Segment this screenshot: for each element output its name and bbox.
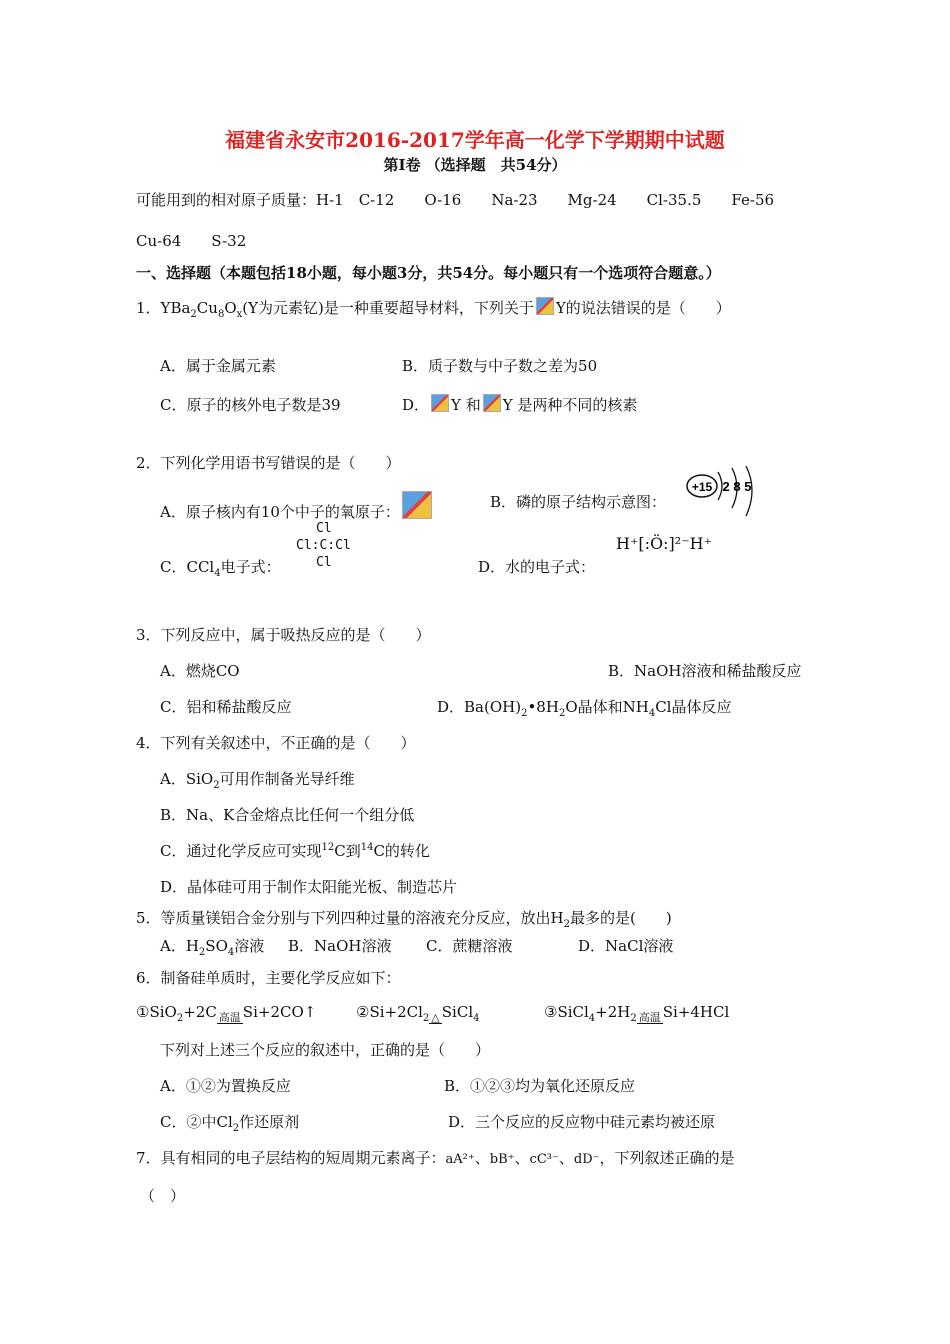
q2-option-a: A．原子核内有10个中子的氧原子： [160,491,434,522]
question-4-stem: 4．下列有关叙述中，不正确的是（ ） [136,734,416,752]
atomic-masses-line2: Cu-64 S-32 [136,232,247,250]
q2-option-c: C．CCl$_4$电子式： [160,558,281,579]
atomic-masses-line1: 可能用到的相对原子质量：H-1 C-12 O-16 Na-23 Mg-24 Cl-35.5 Fe-56 [136,191,775,209]
q3-option-d: D．$Ba(OH)_2•8H_2O$晶体和$NH_4Cl$晶体反应 [437,698,732,719]
q3-option-b: B．NaOH溶液和稀盐酸反应 [608,662,802,680]
q6-option-d: D．三个反应的反应物中硅元素均被还原 [448,1113,716,1131]
q5-option-d: D．NaCl溶液 [578,937,674,955]
ccl4-electron-formula: Cl Cl:C:Cl Cl [296,521,351,570]
q1-option-d: D． Y 和 Y 是两种不同的核素 [402,396,638,414]
phosphorus-atom-diagram [684,466,764,520]
q4-option-c: C．通过化学反应可实现$^{12}$C到$^{14}$C的转化 [160,842,430,860]
broken-image-icon [483,394,501,412]
q3-option-a: A．燃烧CO [160,662,240,680]
question-6-stem: 6．制备硅单质时，主要化学反应如下： [136,969,401,987]
q6-reaction-3: $③SiCl_4+2H_2$ 高温 Si+4HCl [544,1003,730,1024]
nucleus-label: +15 [691,480,713,494]
q6-option-c: C．②中$Cl_2$作还原剂 [160,1113,300,1134]
q4-option-b: B．Na、K合金熔点比任何一个组分低 [160,806,415,824]
q7-paren: （ ） [140,1187,186,1205]
q2-option-d: D．水的电子式： [478,558,596,576]
question-3-stem: 3．下列反应中，属于吸热反应的是（ ） [136,626,431,644]
q6-question: 下列对上述三个反应的叙述中，正确的是（ ） [160,1041,491,1059]
q1-option-a: A．属于金属元素 [160,357,276,375]
q1-option-c: C．原子的核外电子数是39 [160,396,341,414]
q6-reaction-1: ①SiO$_2$+2C 高温 Si+2CO↑ [136,1003,317,1024]
question-2-stem: 2．下列化学用语书写错误的是（ ） [136,454,401,472]
broken-image-icon [402,491,432,519]
shell-electrons: 2 8 5 [722,479,752,494]
q5-option-a: A．$H_2SO_4$溶液 [160,937,265,958]
section-heading-part1: 第Ⅰ卷 （选择题 共54分） [383,156,567,174]
water-electron-formula: H⁺[:Ö:]²⁻H⁺ [616,534,713,553]
q2-option-b: B．磷的原子结构示意图： [490,493,667,511]
page-title: 福建省永安市2016-2017学年高一化学下学期期中试题 [225,128,725,152]
q1-option-b: B．质子数与中子数之差为50 [402,357,598,375]
q6-option-a: A．①②为置换反应 [160,1077,291,1095]
broken-image-icon [536,297,554,315]
q4-option-a: A．SiO$_2$可用作制备光导纤维 [160,770,355,791]
question-7-stem: 7．具有相同的电子层结构的短周期元素离子：aA²⁺、bB⁺、cC³⁻、dD⁻，下列叙述正确的是 [136,1149,735,1167]
question-1-stem: 1．$YBa_2Cu_8O_x(Y$为元素钇)是一种重要超导材料，下列关于 Y的说法错误的是（ ） [136,299,731,320]
q6-option-b: B．①②③均为氧化还原反应 [444,1077,636,1095]
q5-option-c: C．蔗糖溶液 [426,937,513,955]
q3-option-c: C．铝和稀盐酸反应 [160,698,292,716]
broken-image-icon [431,394,449,412]
q5-option-b: B．NaOH溶液 [288,937,392,955]
question-5-stem: 5．等质量镁铝合金分别与下列四种过量的溶液充分反应，放出$H_2$最多的是( ) [136,909,672,930]
q4-option-d: D．晶体硅可用于制作太阳能光板、制造芯片 [160,878,458,896]
section-instructions: 一、选择题（本题包括18小题，每小题3分，共54分。每小题只有一个选项符合题意。） [136,264,721,282]
q6-reaction-2: $②Si+2Cl_2$ △ SiCl$_4$ [356,1003,480,1024]
